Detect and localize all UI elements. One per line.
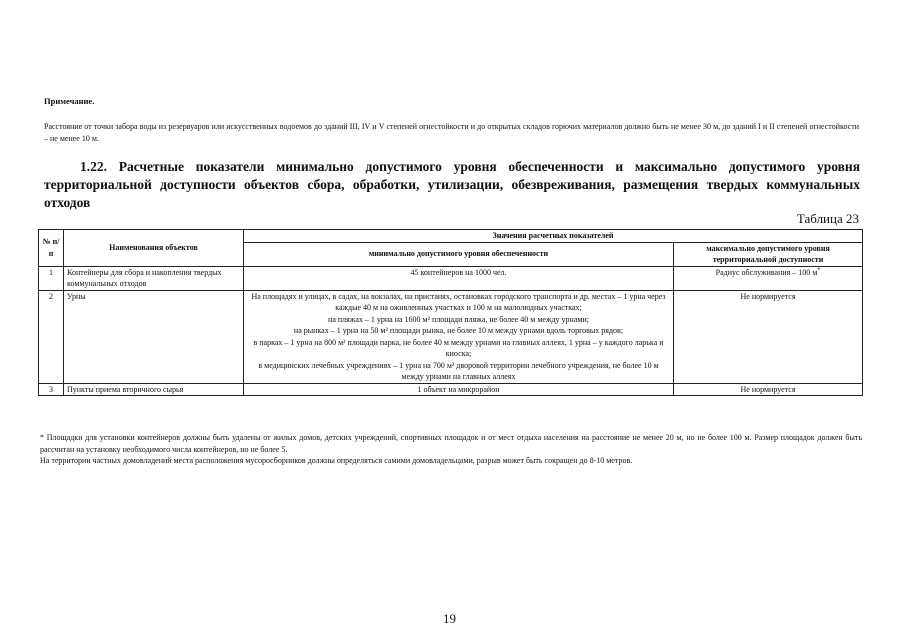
header-max: максимально допустимого уровня территориальной доступности — [674, 242, 863, 266]
header-values: Значения расчетных показателей — [244, 230, 863, 243]
footnote — [40, 432, 862, 467]
row-object-name: Пункты приема вторичного сырья — [64, 383, 244, 396]
footnote-marker: * — [817, 266, 821, 273]
row-min-value — [244, 290, 674, 383]
note-text: Расстояние от точки забора воды из резервуаров или искусственных водоемов до зданий III, IV и V степеней огнестойкости и до открытых складов горючих материалов должно быть не менее 30 м, до зданий I и II степеней огнестойкости – не менее 10 м. — [44, 122, 859, 143]
max-value-text: Не нормируется — [740, 291, 796, 301]
min-value-line: на рынках – 1 урна на 50 м² площади рынка, не более 10 м между урнами вдоль торговых рядов; — [293, 326, 624, 335]
table-caption: Таблица 23 — [796, 211, 859, 226]
max-value-text: Радиус обслуживания – 100 м — [715, 267, 818, 277]
row-min-value — [244, 383, 674, 396]
footnote-line-1: * Площадки для установки контейнеров должны быть удалены от жилых домов, детских учреждений, спортивных площадок и от мест отдыха населения на расстояние не менее 20 м, но не более 100 м. Размер площадок должен быть рассчитан на установку необходимого числа контейнеров, но не более 5. — [40, 433, 862, 454]
row-min-value — [244, 266, 674, 290]
row-num: 2 — [39, 290, 64, 383]
min-value-line: На площадях и улицах, в садах, на вокзалах, на пристанях, остановках городского транспорта и др. местах – 1 урна через каждые 40 м на оживленных участках и 100 м на малолюдных участках; — [251, 291, 666, 312]
max-value-text: Не нормируется — [740, 384, 796, 394]
header-name: Наименования объектов — [64, 230, 244, 267]
row-num: 3 — [39, 383, 64, 396]
min-value-line: 1 объект на микрорайон — [417, 384, 500, 394]
row-max-value — [674, 290, 863, 383]
min-value-line: на пляжах – 1 урна на 1600 м² площади пляжа, не более 40 м между урнами; — [328, 314, 589, 324]
header-min: минимально допустимого уровня обеспеченности — [244, 242, 674, 266]
standards-table — [38, 229, 863, 396]
min-value-line: в парках – 1 урна на 800 м² площади парка, не более 40 м между урнами на главных аллеях, 1 урна – у каждого ларька и киоска; — [253, 337, 664, 358]
min-value-line: в медицинских лечебных учреждениях – 1 урна на 700 м² дворовой территории лечебного учреждения, не более 10 м между урнами на главных аллеях — [258, 360, 659, 381]
min-value-line: 45 контейнеров на 1000 чел. — [410, 267, 507, 277]
header-num: № п/п — [39, 230, 64, 267]
page-number: 19 — [443, 611, 456, 626]
footnote-line-2: На территории частных домовладений места расположения мусоросборников должны определяться самими домовладельцами, разрыв может быть сокращен до 8-10 метров. — [40, 456, 633, 465]
row-num: 1 — [39, 266, 64, 290]
table-row — [39, 383, 863, 396]
row-object-name: Урны — [64, 290, 244, 383]
section-title: 1.22. Расчетные показатели минимально допустимого уровня обеспеченности и максимально допустимого уровня территориальной доступности объектов сбора, обработки, утилизации, обезвреживания, размещения твердых коммунальных отходов — [44, 159, 860, 210]
table-row — [39, 290, 863, 383]
row-max-value — [674, 383, 863, 396]
row-max-value — [674, 266, 863, 290]
note-title: Примечание. — [44, 96, 95, 106]
table-row — [39, 266, 863, 290]
row-object-name: Контейнеры для сбора и накопления твердых коммунальных отходов — [64, 266, 244, 290]
table-body — [39, 266, 863, 396]
table-header-row — [39, 230, 863, 243]
